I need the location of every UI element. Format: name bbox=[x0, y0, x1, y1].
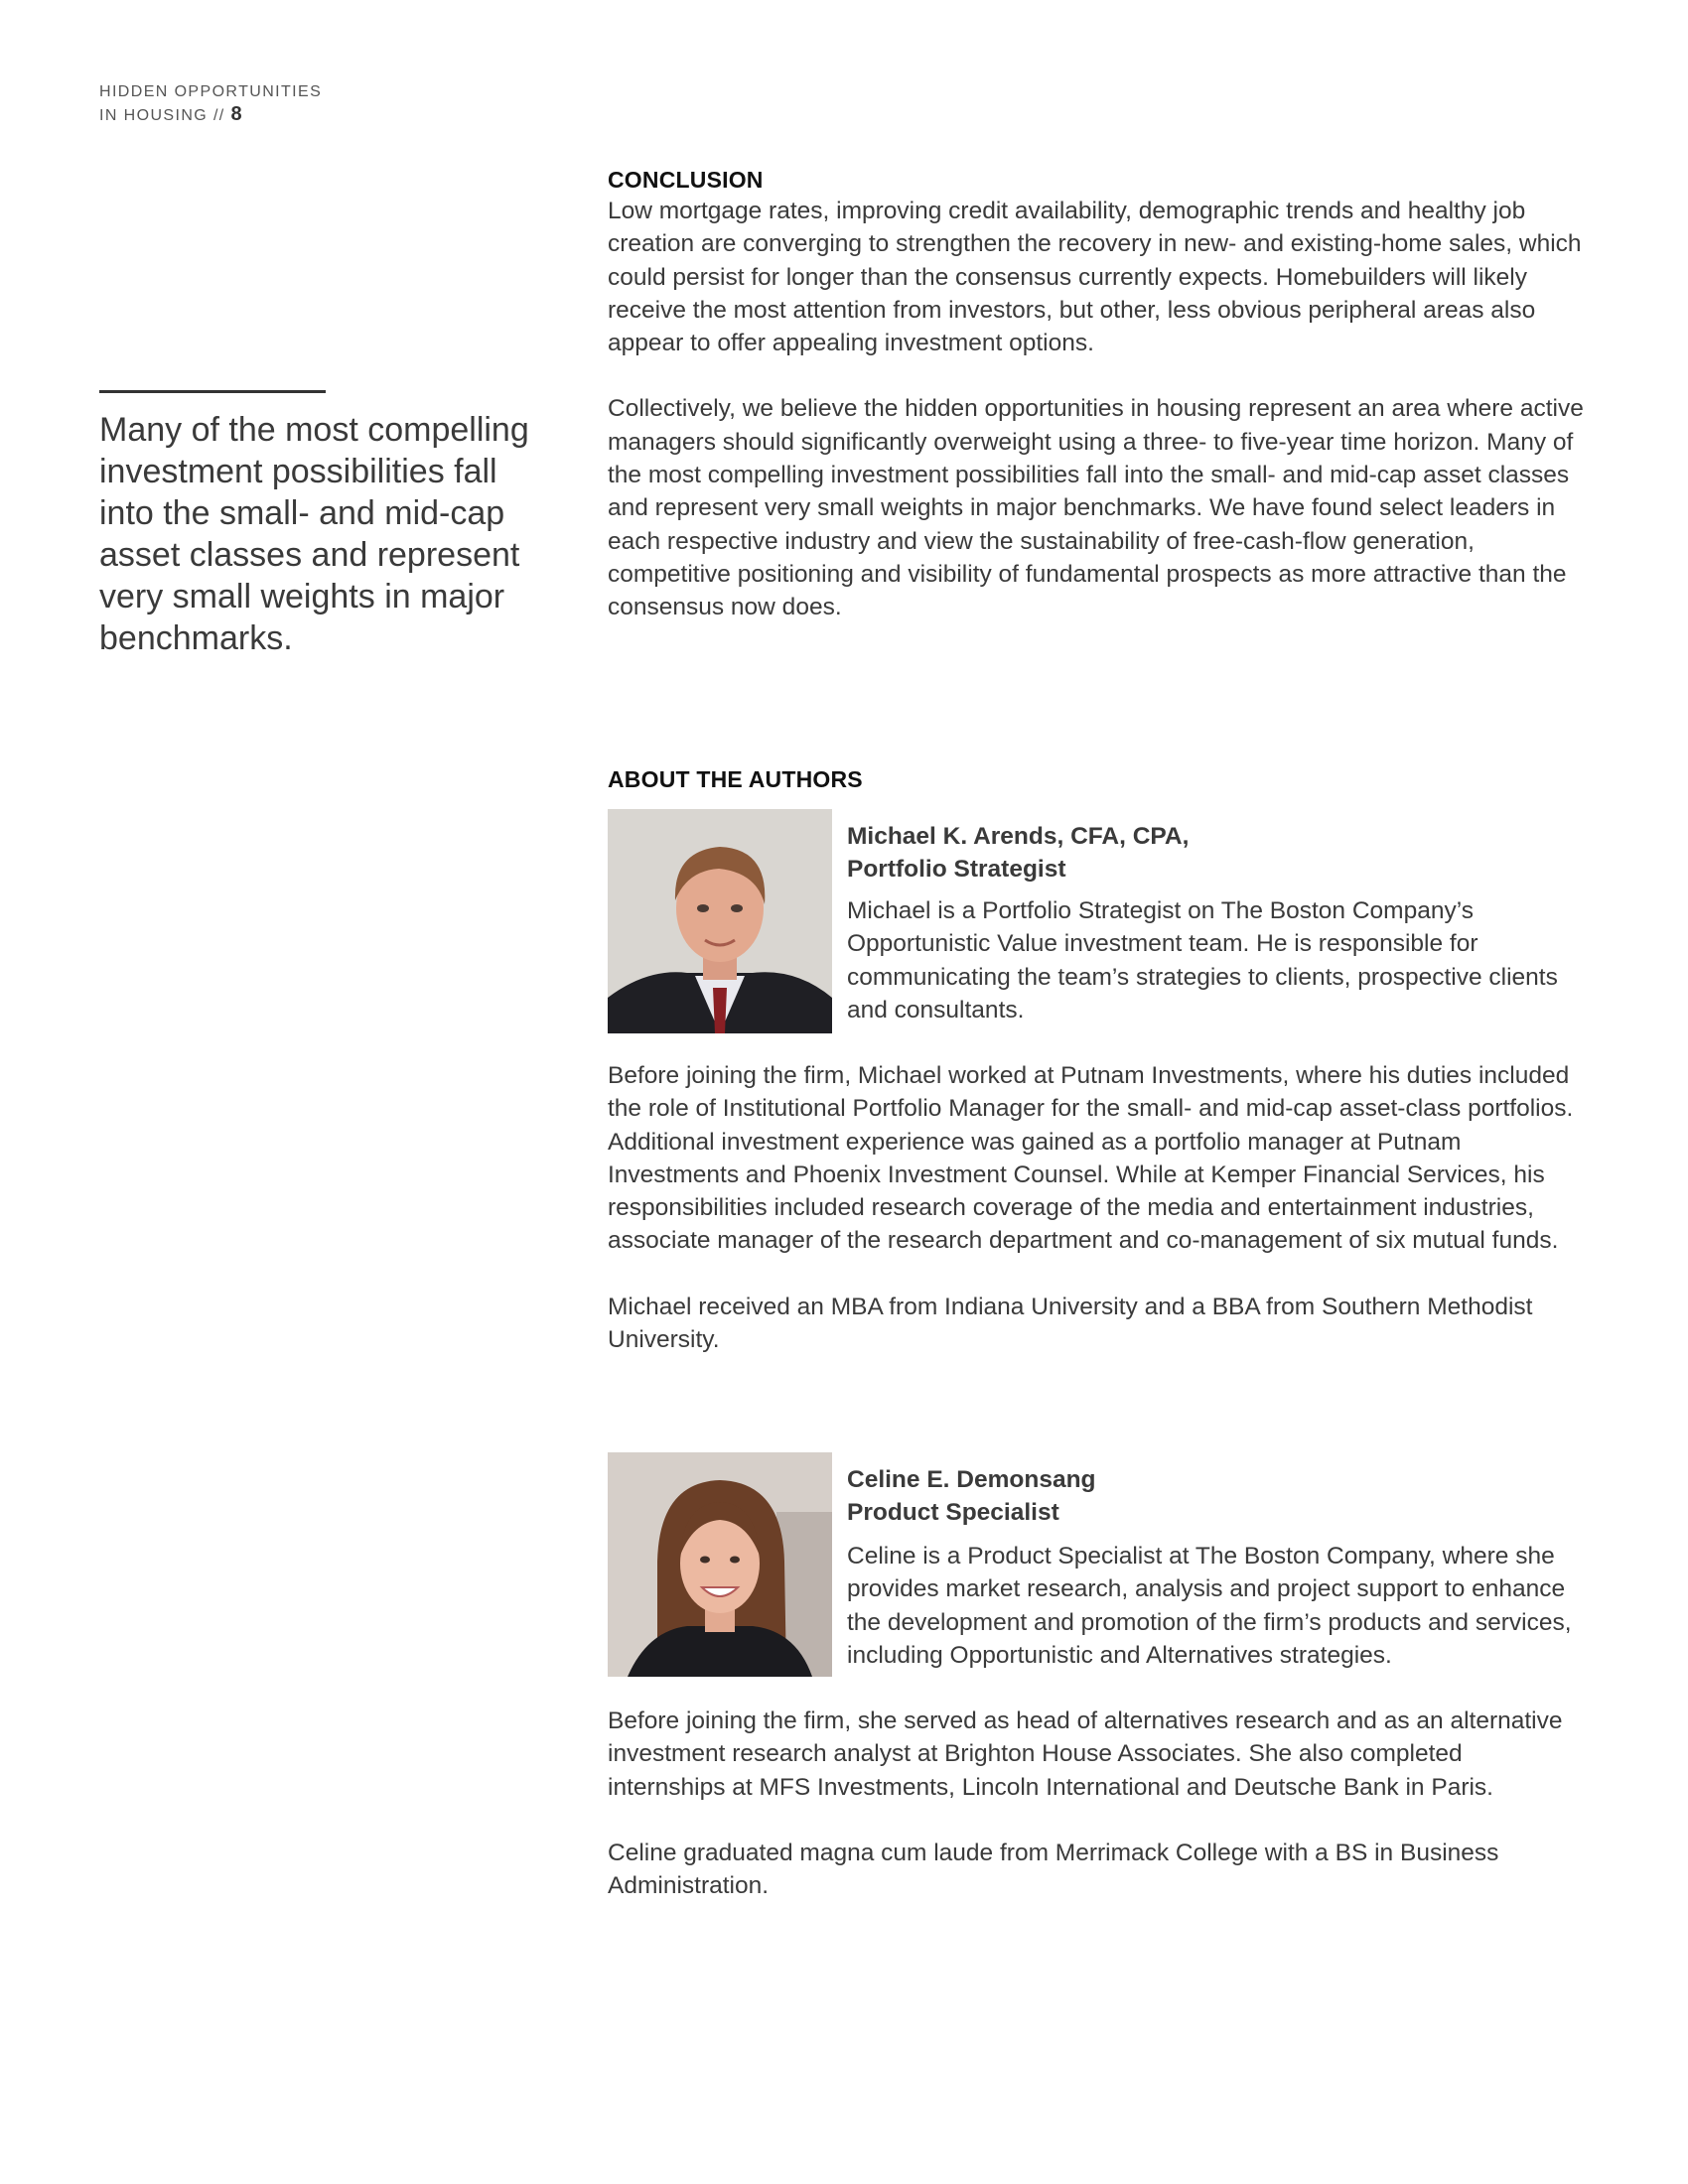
author-2-header bbox=[847, 1463, 1587, 1530]
author-2-role: Product Specialist bbox=[847, 1499, 1059, 1527]
header-line-1: HIDDEN OPPORTUNITIES bbox=[99, 83, 323, 100]
author-photo-arends bbox=[608, 809, 832, 1033]
author-1-intro: Michael is a Portfolio Strategist on The Boston Company’s Opportunistic Value investment team. He is responsible for communicating the team’s strategies to clients, prospective clients and consultants. bbox=[847, 897, 1558, 1024]
running-header bbox=[99, 81, 322, 127]
author-photo-demonsang bbox=[608, 1452, 832, 1677]
conclusion-paragraph-1: Low mortgage rates, improving credit availability, demographic trends and healthy job creation are converging to strengthen the recovery in new- and existing-home sales, which could persist for longer than the consensus currently expects. Homebuilders will likely receive the most attention from investors, but other, less obvious peripheral areas also appear to offer appealing investment options. bbox=[608, 198, 1582, 357]
author-2-paragraph-2: Celine graduated magna cum laude from Merrimack College with a BS in Business Administration. bbox=[608, 1839, 1499, 1900]
header-line-2 bbox=[99, 103, 322, 127]
author-1-bio bbox=[608, 1059, 1586, 1356]
pull-quote: Many of the most compelling investment possibilities fall into the small- and mid-cap asset classes and represent very small weights in major benchmarks. bbox=[99, 411, 529, 657]
author-2-name: Celine E. Demonsang bbox=[847, 1466, 1096, 1493]
page-number: 8 bbox=[230, 103, 242, 125]
author-2-paragraph-1: Before joining the firm, she served as head of alternatives research and as an alternative investment research analyst at Brighton House Associates. She also completed internships at MFS Investments, Lincoln International and Deutsche Bank in Paris. bbox=[608, 1707, 1563, 1801]
pull-quote-rule bbox=[99, 390, 326, 393]
authors-heading: ABOUT THE AUTHORS bbox=[608, 766, 863, 792]
author-1-name: Michael K. Arends, CFA, CPA, bbox=[847, 823, 1190, 850]
author-1-header bbox=[847, 820, 1587, 887]
author-1-paragraph-1: Before joining the firm, Michael worked at Putnam Investments, where his duties included the role of Institutional Portfolio Manager for the small- and mid-cap asset-class portfolios. Additional investment experience was gained as a portfolio manager at Putnam Investments and Phoenix Investment Counsel. While at Kemper Financial Services, his responsibilities included research coverage of the media and entertainment industries, associate manager of the research department and co-management of six mutual funds. bbox=[608, 1062, 1574, 1255]
conclusion-paragraph-2: Collectively, we believe the hidden opportunities in housing represent an area where active managers should significantly overweight using a three- to five-year time horizon. Many of the most compelling investment possibilities fall into the small- and mid-cap asset classes and represent very small weights in major benchmarks. We have found select leaders in each respective industry and view the sustainability of free-cash-flow generation, competitive positioning and visibility of fundamental prospects as more attractive than the consensus now does. bbox=[608, 395, 1584, 621]
author-1-paragraph-2: Michael received an MBA from Indiana University and a BBA from Southern Methodist University. bbox=[608, 1293, 1533, 1354]
author-2-bio bbox=[608, 1705, 1586, 1902]
author-1-role: Portfolio Strategist bbox=[847, 856, 1066, 884]
header-line-2-text: IN HOUSING // bbox=[99, 107, 225, 124]
conclusion-section bbox=[608, 165, 1586, 624]
conclusion-heading: CONCLUSION bbox=[608, 167, 764, 193]
author-2-intro: Celine is a Product Specialist at The Boston Company, where she provides market research, analysis and project support to enhance the development and promotion of the firm’s products and services, including Opportunistic and Alternatives strategies. bbox=[847, 1543, 1572, 1669]
